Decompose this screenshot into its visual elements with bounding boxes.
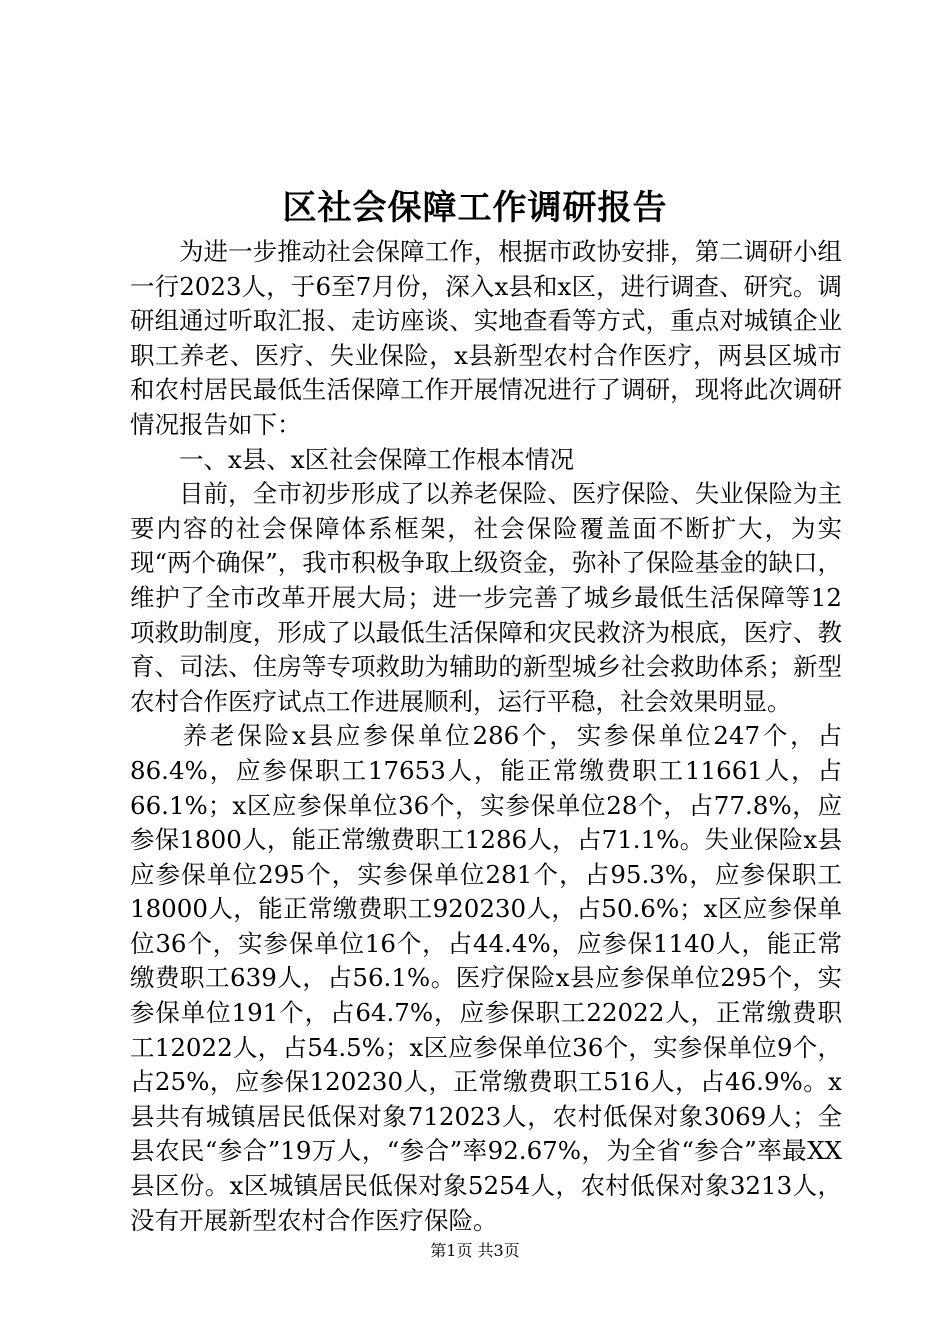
section-heading: 一、x县、x区社会保障工作根本情况 <box>179 444 575 474</box>
paragraph-overview: 目前，全市初步形成了以养老保险、医疗保险、失业保险为主要内容的社会保障体系框架，社会保险覆盖面不断扩大，为实现“两个确保”，我市积极争取上级资金，弥补了保险基金的缺口，维护了全市改革开展大局；进一步完善了城乡最低生活保障等12项救助制度，形成了以最低生活保障和灾民救济为根底，医疗、教育、司法、住房等专项救助为辅助的新型城乡社会救助体系；新型农村合作医疗试点工作进展顺利，运行平稳，社会效果明显。 <box>130 479 842 716</box>
document-body <box>130 235 842 1238</box>
paragraph-intro: 为进一步推动社会保障工作，根据市政协安排，第二调研小组一行2023人，于6至7月份，深入x县和x区，进行调查、研究。调研组通过听取汇报、走访座谈、实地查看等方式，重点对城镇企业职工养老、医疗、失业保险，x县新型农村合作医疗，两县区城市和农村居民最低生活保障工作开展情况进行了调研，现将此次调研情况报告如下： <box>130 237 842 439</box>
document-title: 区社会保障工作调研报告 <box>282 188 668 228</box>
paragraph-statistics: 养老保险x县应参保单位286个，实参保单位247个，占86.4%，应参保职工17653人，能正常缴费职工11661人，占66.1%；x区应参保单位36个，实参保单位28个，占77.8%，应参保1800人，能正常缴费职工1286人，占71.1%。失业保险x县应参保单位295个，实参保单位281个，占95.3%，应参保职工18000人，能正常缴费职工920230人，占50.6%；x区应参保单位36个，实参保单位16个，占44.4%，应参保1140人，能正常缴费职工639人，占56.1%。医疗保险x县应参保单位295个，实参保单位191个，占64.7%，应参保职工22022人，正常缴费职工12022人，占54.5%；x区应参保单位36个，实参保单位9个，占25%，应参保120230人，正常缴费职工516人，占46.9%。x县共有城镇居民低保对象712023人，农村低保对象3069人；全县农民“参合”19万人，“参合”率92.67%，为全省“参合”率最XX县区份。x区城镇居民低保对象5254人，农村低保对象3213人，没有开展新型农村合作医疗保险。 <box>130 721 842 1235</box>
page-footer: 第1页 共3页 <box>430 1241 520 1260</box>
